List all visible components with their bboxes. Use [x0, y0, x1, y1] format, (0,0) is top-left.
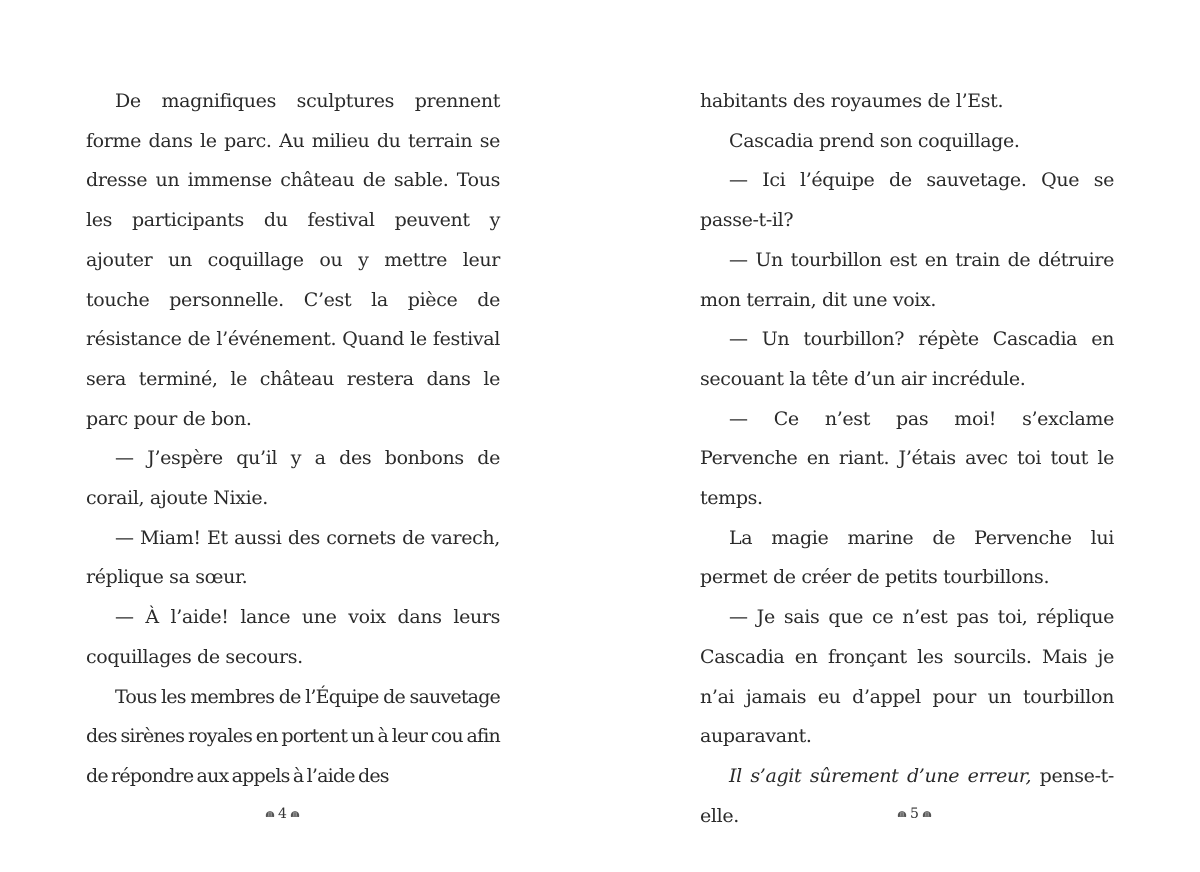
- shell-icon: [922, 810, 932, 818]
- left-page: [86, 82, 500, 797]
- paragraph: Tous les membres de l’Équipe de sauvetage des sirènes royales en portent un à leur cou afin de répondre aux appels à l’aide des: [86, 685, 500, 787]
- paragraph: — Un tourbillon? répète Cascadia en secouant la tête d’un air incrédule.: [700, 328, 1114, 390]
- paragraph: La magie marine de Pervenche lui permet de créer de petits tourbillons.: [700, 526, 1114, 589]
- paragraph-tail: pense-t-elle.: [700, 764, 1114, 827]
- right-page: [700, 82, 1114, 836]
- paragraph: — Miam! Et aussi des cornets de varech, réplique sa sœur.: [86, 526, 500, 589]
- page-number-footer: [897, 804, 932, 824]
- paragraph: — Ici l’équipe de sauvetage. Que se passe-t-il?: [700, 169, 1114, 232]
- paragraph: habitants des royaumes de l’Est.: [700, 90, 1004, 112]
- paragraph: [700, 757, 1114, 836]
- shell-icon: [290, 810, 300, 818]
- paragraph: — Ce n’est pas moi! s’exclame Pervenche en riant. J’étais avec toi tout le temps.: [700, 407, 1114, 510]
- italic-thought: Il s’agit sûrement d’une erreur,: [729, 764, 1032, 787]
- paragraph: — J’espère qu’il y a des bonbons de corail, ajoute Nixie.: [86, 447, 500, 510]
- shell-icon: [265, 810, 275, 818]
- paragraph: Cascadia prend son coquillage.: [729, 129, 1020, 152]
- paragraph: — À l’aide! lance une voix dans leurs coquillages de secours.: [86, 606, 500, 668]
- paragraph: — Je sais que ce n’est pas toi, réplique Cascadia en fronçant les sourcils. Mais je n’ai jamais eu d’appel pour un tourbillon auparavant.: [700, 606, 1114, 748]
- shell-icon: [897, 810, 907, 818]
- page-number: 5: [910, 806, 919, 822]
- page-number: 4: [278, 806, 287, 822]
- page-number-footer: [265, 804, 300, 824]
- paragraph: — Un tourbillon est en train de détruire mon terrain, dit une voix.: [700, 248, 1114, 311]
- paragraph: De magnifiques sculptures prennent forme dans le parc. Au milieu du terrain se dresse un immense château de sable. Tous les participants du festival peuvent y ajouter un coquillage ou y mettre leur touche personnelle. C’est la pièce de résistance de l’événement. Quand le festival sera terminé, le château restera dans le parc pour de bon.: [86, 90, 500, 430]
